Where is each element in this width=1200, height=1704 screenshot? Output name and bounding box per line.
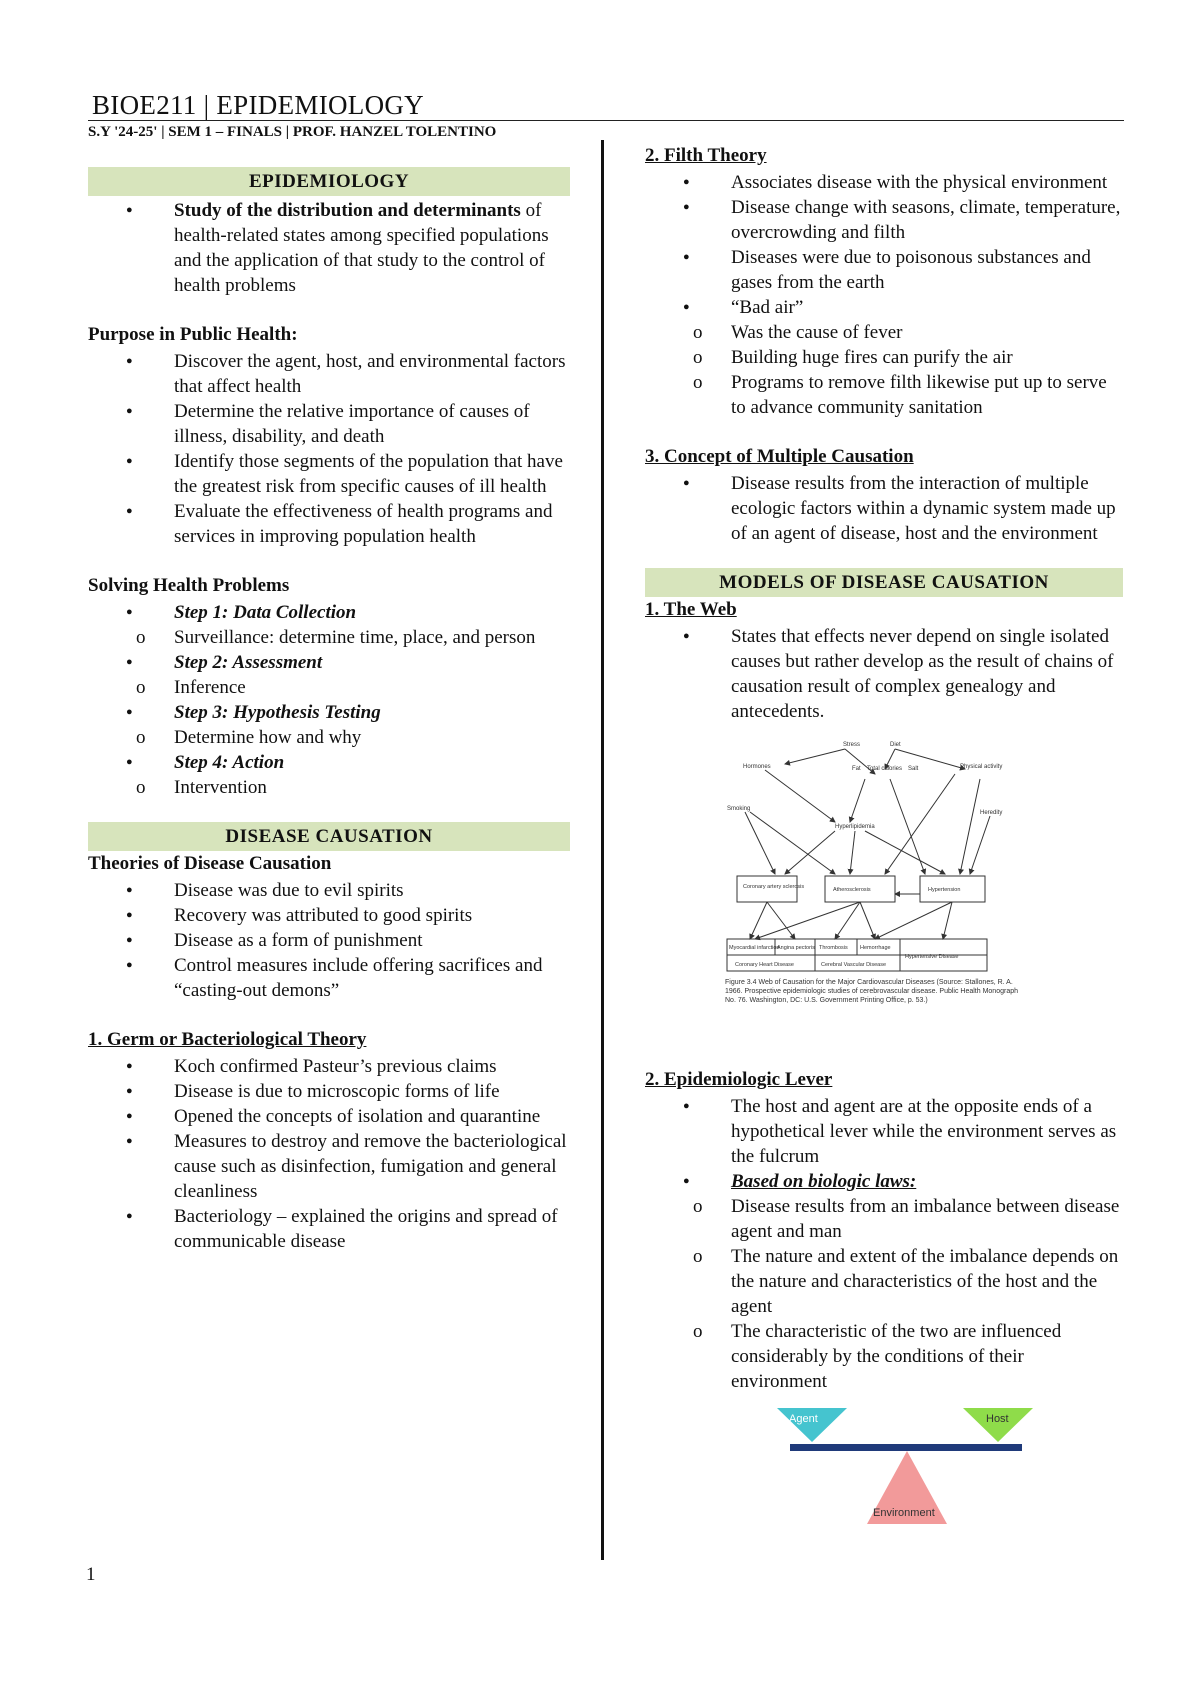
host-label: Host [986,1413,1009,1425]
list-item: ● Diseases were due to poisonous substances and gases from the earth [645,245,1123,295]
page-title: BIOE211 | EPIDEMIOLOGY [92,90,424,120]
list-item: ● Determine the relative importance of causes of illness, disability, and death [88,399,570,449]
section-epidemiology: EPIDEMIOLOGY [88,167,570,196]
list-item: ● Recovery was attributed to good spirits [88,903,570,928]
definition-rest: of health-related states among specified populations and the application of that study to the control of health problems [174,200,549,296]
steps-list [88,600,570,800]
lever-beam [790,1444,1022,1451]
sub-item: o Intervention [88,775,570,800]
list-item: ● Disease is due to microscopic forms of life [88,1079,570,1104]
solving-heading: Solving Health Problems [88,575,290,596]
section-models: MODELS OF DISEASE CAUSATION [645,568,1123,597]
germ-list [88,1054,570,1254]
step-item [88,650,570,700]
theories-heading: Theories of Disease Causation [88,853,332,874]
web-node-label: Thrombosis [819,945,848,951]
sub-item: o The nature and extent of the imbalance depends on the nature and characteristics of the host and the agent [645,1244,1123,1319]
list-item: ● Opened the concepts of isolation and quarantine [88,1104,570,1129]
web-node-label: Coronary artery sclerosis [743,884,805,890]
column-divider [601,140,604,1560]
web-node-label: Hemorrhage [860,945,891,951]
lever-heading: 2. Epidemiologic Lever [645,1069,833,1090]
web-node-label: Heredity [980,810,1003,816]
list-item: ● Associates disease with the physical environment [645,170,1123,195]
page-number: 1 [86,1564,96,1585]
sub-item: o The characteristic of the two are influenced considerably by the conditions of their environment [645,1319,1123,1394]
list-item: ● Disease change with seasons, climate, temperature, overcrowding and filth [645,195,1123,245]
web-node-label: Cerebral Vascular Disease [821,962,887,968]
multiple-causation-heading: 3. Concept of Multiple Causation [645,446,914,467]
environment-label: Environment [873,1507,935,1519]
agent-label: Agent [789,1413,818,1425]
web-list [645,624,1123,724]
germ-theory-heading: 1. Germ or Bacteriological Theory [88,1029,367,1050]
list-item: ● Disease results from the interaction of multiple ecologic factors within a dynamic system made up of an agent of disease, host and the environment [645,471,1123,546]
biologic-laws-label: Based on biologic laws: [731,1171,917,1192]
web-node-label: Atherosclerosis [833,887,871,893]
list-item: ● Disease as a form of punishment [88,928,570,953]
web-node-label: Stress [843,742,861,748]
list-item [88,198,570,298]
list-item: ● Disease was due to evil spirits [88,878,570,903]
sub-item: o Surveillance: determine time, place, and person [88,625,570,650]
web-node-label: Smoking [727,806,751,812]
filth-list [645,170,1123,420]
list-item: ● Control measures include offering sacrifices and “casting-out demons” [88,953,570,1003]
lever-list [645,1094,1123,1394]
step-name: Step 4: Action [174,752,285,773]
list-item: ● The host and agent are at the opposite ends of a hypothetical lever while the environment serves as the fulcrum [645,1094,1123,1169]
title-rule [88,120,1124,121]
bad-air-label: “Bad air” [731,297,804,318]
definition-list [88,198,570,298]
sub-item: o Was the cause of fever [645,320,1123,345]
epidemiologic-lever-figure [775,1406,1035,1536]
theories-list [88,878,570,1003]
page-subtitle: S.Y '24-25' | SEM 1 – FINALS | PROF. HANZEL TOLENTINO [88,124,497,140]
purpose-heading: Purpose in Public Health: [88,324,298,345]
step-item [88,700,570,750]
web-node-label: Coronary Heart Disease [735,962,794,968]
step-item [88,600,570,650]
multiple-list [645,471,1123,546]
web-node-label: Myocardial infarction [729,945,780,951]
web-heading: 1. The Web [645,599,737,620]
web-node-label: Total calories [867,766,903,772]
list-item: ● Identify those segments of the population that have the greatest risk from specific causes of ill health [88,449,570,499]
web-node-label: Hyperlipidemia [835,824,875,830]
left-column [88,167,570,1254]
section-disease-causation: DISEASE CAUSATION [88,822,570,851]
definition-bold: Study of the distribution and determinants [174,200,521,221]
step-name: Step 1: Data Collection [174,602,357,623]
web-node-label: Diet [890,742,901,748]
web-node-label: Fat [852,766,861,772]
filth-theory-heading: 2. Filth Theory [645,145,767,166]
web-node-label: Salt [908,766,919,772]
web-node-label: Hypertensive Disease [905,954,959,960]
list-item: ● Evaluate the effectiveness of health programs and services in improving population health [88,499,570,549]
web-node-label: Hormones [743,764,771,770]
sub-item: o Inference [88,675,570,700]
list-item: ● Discover the agent, host, and environmental factors that affect health [88,349,570,399]
web-node-label: Physical activity [960,764,1003,770]
list-item: ● Bacteriology – explained the origins and spread of communicable disease [88,1204,570,1254]
sub-item: o Disease results from an imbalance between disease agent and man [645,1194,1123,1244]
step-name: Step 2: Assessment [174,652,323,673]
web-of-causation-figure [725,734,1025,1054]
web-figure-caption: Figure 3.4 Web of Causation for the Major Cardiovascular Diseases (Source: Stallones, R. A. 1966. Prospective epidemiologic studies of cerebrovascular disease. Public Health Monograph No. 76. Washington, DC: U.S. Government Printing Office, p. 53.) [725,979,1018,1004]
list-item: ● Koch confirmed Pasteur’s previous claims [88,1054,570,1079]
web-node-label: Angina pectoris [777,945,815,951]
sub-item: o Programs to remove filth likewise put up to serve to advance community sanitation [645,370,1123,420]
list-item: ● Measures to destroy and remove the bacteriological cause such as disinfection, fumigation and general cleanliness [88,1129,570,1204]
web-node-label: Hypertension [928,887,961,893]
sub-item: o Determine how and why [88,725,570,750]
list-item [645,295,1123,420]
right-column [645,143,1123,1543]
purpose-list [88,349,570,549]
list-item [645,1169,1123,1394]
list-item: ● States that effects never depend on single isolated causes but rather develop as the result of chains of causation result of complex genealogy and antecedents. [645,624,1123,724]
step-name: Step 3: Hypothesis Testing [174,702,381,723]
sub-item: o Building huge fires can purify the air [645,345,1123,370]
step-item [88,750,570,800]
